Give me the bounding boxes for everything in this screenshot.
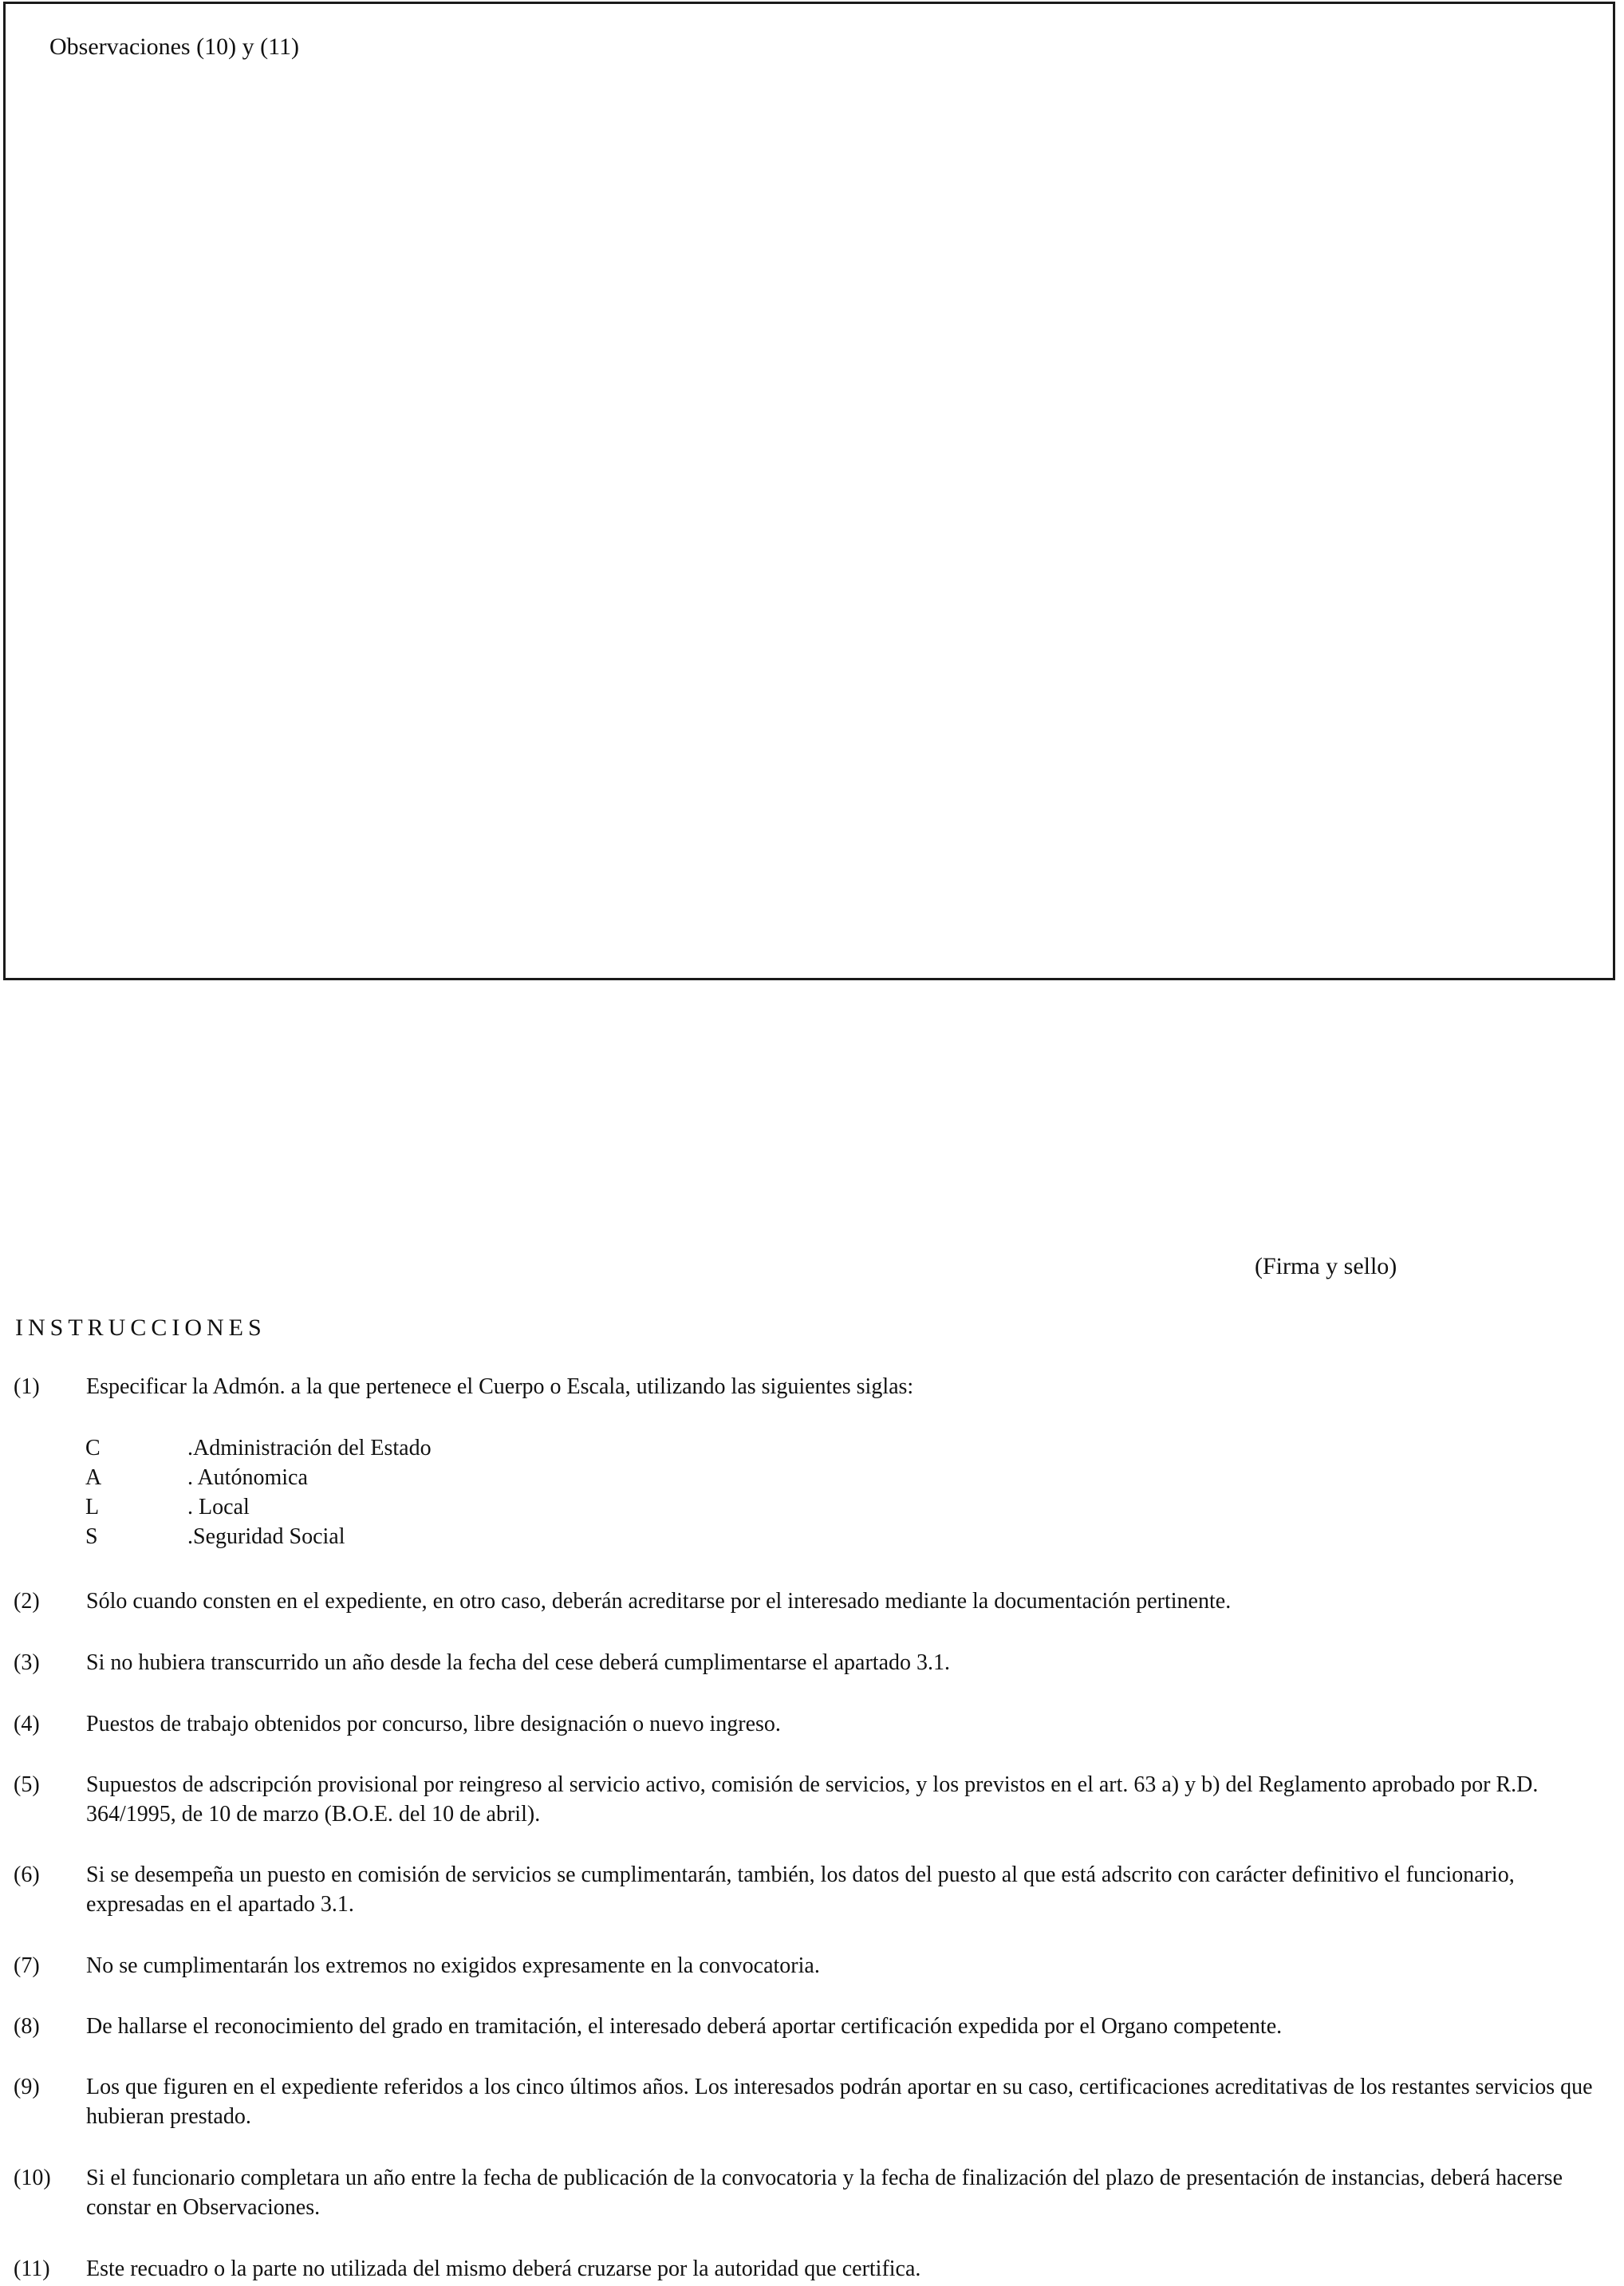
observations-title: Observaciones (10) y (11) bbox=[49, 34, 299, 60]
note-number: (5) bbox=[14, 1772, 40, 1797]
note-text: Este recuadro o la parte no utilizada del mismo deberá cruzarse por la autoridad que certifica. bbox=[86, 2256, 921, 2281]
instruction-note-3 bbox=[14, 1648, 1601, 1677]
instruction-note-8 bbox=[14, 2012, 1601, 2041]
sigla-description: .Administración del Estado bbox=[187, 1436, 432, 1460]
note-text: Especificar la Admón. a la que pertenece el Cuerpo o Escala, utilizando las siguientes siglas: bbox=[86, 1374, 914, 1399]
sigla-description: . Autónomica bbox=[187, 1465, 308, 1490]
note-text: Supuestos de adscripción provisional por reingreso al servicio activo, comisión de servicios, y los previstos en el art. 63 a) y b) del Reglamento aprobado por R.D. 364/1995, de 10 de marzo (B.O.E. del 10 de abril). bbox=[86, 1772, 1539, 1827]
sigla-code: S bbox=[85, 1524, 98, 1549]
note-number: (3) bbox=[14, 1650, 40, 1675]
sigla-code: A bbox=[85, 1465, 102, 1490]
note-text: Los que figuren en el expediente referidos a los cinco últimos años. Los interesados podrán aportar en su caso, certificaciones acreditativas de los restantes servicios que hubieran prestado. bbox=[86, 2075, 1593, 2129]
note-number: (6) bbox=[14, 1862, 40, 1887]
note-number: (11) bbox=[14, 2256, 50, 2281]
sigla-description: . Local bbox=[187, 1495, 250, 1519]
note-number: (9) bbox=[14, 2075, 40, 2099]
instruction-note-2 bbox=[14, 1586, 1601, 1616]
note-text: Sólo cuando consten en el expediente, en otro caso, deberán acreditarse por el interesado mediante la documentación pertinente. bbox=[86, 1589, 1232, 1614]
observations-box bbox=[3, 2, 1615, 980]
instruction-note-7 bbox=[14, 1951, 1601, 1981]
instruction-note-4 bbox=[14, 1709, 1601, 1739]
signature-label: (Firma y sello) bbox=[1255, 1253, 1397, 1279]
note-text: No se cumplimentarán los extremos no exigidos expresamente en la convocatoria. bbox=[86, 1953, 820, 1978]
note-number: (2) bbox=[14, 1589, 40, 1614]
note-number: (4) bbox=[14, 1712, 40, 1736]
note-number: (10) bbox=[14, 2166, 51, 2190]
instruction-note-1 bbox=[14, 1372, 1601, 1401]
instruction-note-11 bbox=[14, 2254, 1601, 2284]
instruction-note-5 bbox=[14, 1770, 1601, 1829]
instruction-note-10 bbox=[14, 2163, 1601, 2222]
note-text: Si se desempeña un puesto en comisión de servicios se cumplimentarán, también, los datos del puesto al que está adscrito con carácter definitivo el funcionario, expresadas en el apartado 3.1. bbox=[86, 1862, 1515, 1917]
note-number: (7) bbox=[14, 1953, 40, 1978]
instructions-heading: INSTRUCCIONES bbox=[15, 1314, 266, 1341]
note-text: Puestos de trabajo obtenidos por concurso, libre designación o nuevo ingreso. bbox=[86, 1712, 781, 1736]
note-text: Si no hubiera transcurrido un año desde la fecha del cese deberá cumplimentarse el apartado 3.1. bbox=[86, 1650, 951, 1675]
sigla-code: L bbox=[85, 1495, 100, 1519]
sigla-description: .Seguridad Social bbox=[187, 1524, 345, 1549]
note-number: (8) bbox=[14, 2014, 40, 2039]
instruction-note-6 bbox=[14, 1860, 1601, 1919]
note-text: De hallarse el reconocimiento del grado en tramitación, el interesado deberá aportar certificación expedida por el Organo competente. bbox=[86, 2014, 1283, 2039]
note-number: (1) bbox=[14, 1374, 40, 1399]
instruction-note-9 bbox=[14, 2072, 1601, 2131]
sigla-code: C bbox=[85, 1436, 101, 1460]
note-text: Si el funcionario completara un año entre la fecha de publicación de la convocatoria y la fecha de finalización del plazo de presentación de instancias, deberá hacerse constar en Observaciones. bbox=[86, 2166, 1563, 2220]
